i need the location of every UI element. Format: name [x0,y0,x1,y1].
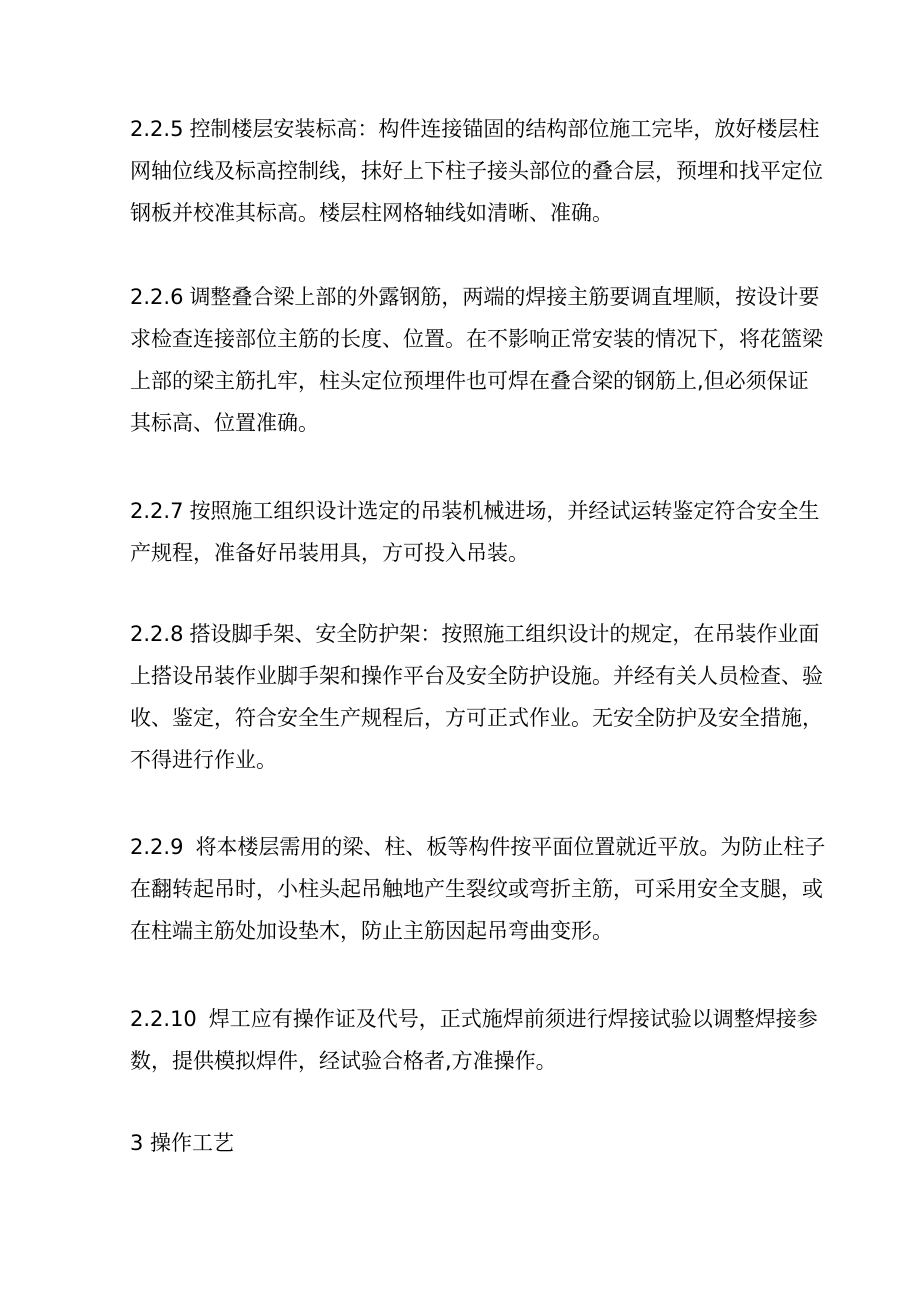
paragraph-line: 网轴位线及标高控制线，抹好上下柱子接头部位的叠合层，预埋和找平定位 [130,159,823,183]
section-heading: 3 操作工艺 [130,1131,235,1155]
paragraph-line: 其标高、位置准确。 [130,411,319,435]
paragraph-text: 焊工应有操作证及代号，正式施焊前须进行焊接试验以调整焊接参 [208,1007,818,1031]
paragraph-text: 将本楼层需用的梁、柱、板等构件按平面位置就近平放。为防止柱子 [195,835,826,859]
paragraph-line: 求检查连接部位主筋的长度、位置。在不影响正常安装的情况下，将花篮梁 [130,327,823,351]
paragraph-line [130,490,820,532]
paragraph-line: 在翻转起吊时，小柱头起吊触地产生裂纹或弯折主筋，可采用安全支腿，或 [130,877,823,901]
paragraph-line: 收、鉴定，符合安全生产规程后，方可正式作业。无安全防护及安全措施， [130,706,823,730]
paragraph-text: 按照施工组织设计选定的吊装机械进场，并经试运转鉴定符合安全生 [189,499,820,523]
paragraph-text: 调整叠合梁上部的外露钢筋，两端的焊接主筋要调直埋顺，按设计要 [189,285,820,309]
paragraph-2-2-7 [130,490,820,574]
paragraph-line [130,613,820,655]
paragraph-2-2-8 [130,613,823,781]
paragraph-text: 控制楼层安装标高：构件连接锚固的结构部位施工完毕，放好楼层柱 [189,117,820,141]
clause-number: 2.2.6 [130,285,184,309]
paragraph-line: 不得进行作业。 [130,748,277,772]
clause-number: 2.2.5 [130,117,184,141]
paragraph-line: 在柱端主筋处加设垫木，防止主筋因起吊弯曲变形。 [130,919,613,943]
clause-number: 2.2.9 [130,835,184,859]
paragraph-line [130,998,818,1040]
paragraph-line [130,276,820,318]
paragraph-2-2-10 [130,998,818,1082]
paragraph-line: 上搭设吊装作业脚手架和操作平台及安全防护设施。并经有关人员检查、验 [130,664,823,688]
paragraph-line: 上部的梁主筋扎牢，柱头定位预埋件也可焊在叠合梁的钢筋上,但必须保证 [130,369,809,393]
paragraph-line: 钢板并校准其标高。楼层柱网格轴线如清晰、准确。 [130,201,613,225]
paragraph-line [130,108,820,150]
clause-number: 2.2.10 [130,1007,197,1031]
paragraph-line [130,826,826,868]
paragraph-2-2-5 [130,108,823,234]
clause-number: 2.2.7 [130,499,184,523]
paragraph-line: 产规程，准备好吊装用具，方可投入吊装。 [130,541,529,565]
paragraph-2-2-6 [130,276,823,444]
paragraph-2-2-9 [130,826,826,952]
paragraph-line: 数，提供模拟焊件，经试验合格者,方准操作。 [130,1049,557,1073]
clause-number: 2.2.8 [130,622,184,646]
paragraph-text: 搭设脚手架、安全防护架：按照施工组织设计的规定，在吊装作业面 [189,622,820,646]
